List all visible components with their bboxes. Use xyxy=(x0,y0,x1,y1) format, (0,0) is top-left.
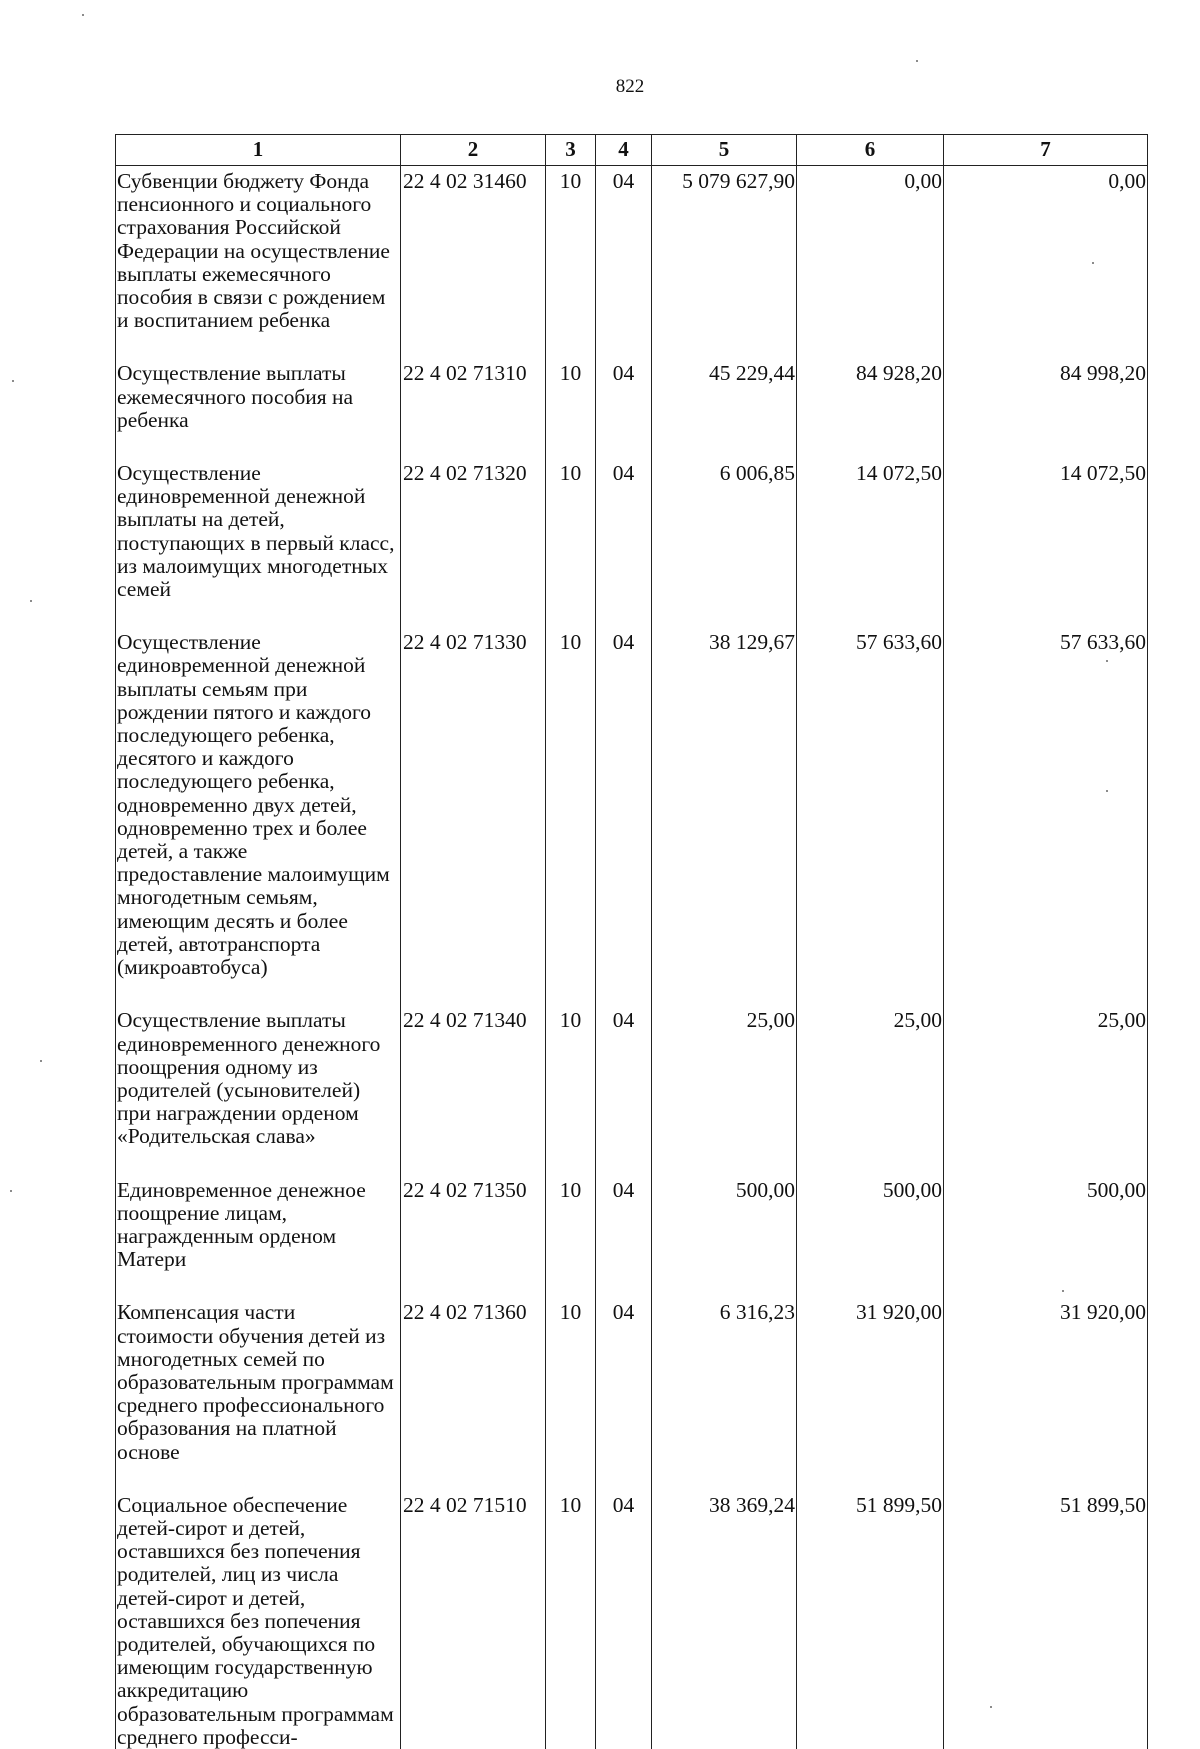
table-row xyxy=(116,1175,1148,1298)
scan-speck xyxy=(12,380,14,382)
row-code: 22 4 02 71510 xyxy=(401,1490,546,1749)
scan-speck xyxy=(82,14,84,16)
row-amount-6: 31 920,00 xyxy=(797,1297,944,1489)
row-amount-7: 51 899,50 xyxy=(944,1490,1148,1749)
row-amount-7: 25,00 xyxy=(944,1005,1148,1174)
table-row xyxy=(116,166,1148,359)
scan-speck xyxy=(40,1060,42,1062)
row-name: Социальное обеспечение детей-сирот и детей, оставшихся без попечения родителей, лиц из числа детей-сирот и детей, оставшихся без попечения родителей, обучающихся по имеющим государственную аккредитацию образовательным программам среднего професси- xyxy=(116,1490,401,1749)
row-amount-6: 84 928,20 xyxy=(797,358,944,458)
header-col-4: 4 xyxy=(596,135,652,166)
scan-speck xyxy=(990,1706,992,1708)
row-amount-7: 84 998,20 xyxy=(944,358,1148,458)
row-amount-5: 5 079 627,90 xyxy=(652,166,797,359)
row-amount-7: 0,00 xyxy=(944,166,1148,359)
row-amount-7: 31 920,00 xyxy=(944,1297,1148,1489)
row-amount-6: 57 633,60 xyxy=(797,627,944,1005)
row-section: 10 xyxy=(546,627,596,1005)
row-amount-5: 38 129,67 xyxy=(652,627,797,1005)
table-row xyxy=(116,1297,1148,1489)
row-code: 22 4 02 71320 xyxy=(401,458,546,627)
row-amount-7: 500,00 xyxy=(944,1175,1148,1298)
header-row xyxy=(116,135,1148,166)
row-name: Субвенции бюджету Фонда пенсионного и социального страхования Российской Федерации на осуществление выплаты ежемесячного пособия в связи с рождением и воспитанием ребенка xyxy=(116,166,401,359)
row-subsection: 04 xyxy=(596,1490,652,1749)
table-row xyxy=(116,358,1148,458)
row-name: Осуществление выплаты ежемесячного пособия на ребенка xyxy=(116,358,401,458)
row-code: 22 4 02 71350 xyxy=(401,1175,546,1298)
row-section: 10 xyxy=(546,458,596,627)
row-section: 10 xyxy=(546,1490,596,1749)
row-subsection: 04 xyxy=(596,627,652,1005)
table-row xyxy=(116,1490,1148,1749)
table-row xyxy=(116,1005,1148,1174)
row-code: 22 4 02 71340 xyxy=(401,1005,546,1174)
row-name: Осуществление единовременной денежной выплаты на детей, поступающих в первый класс, из малоимущих многодетных семей xyxy=(116,458,401,627)
row-amount-5: 500,00 xyxy=(652,1175,797,1298)
row-subsection: 04 xyxy=(596,358,652,458)
row-subsection: 04 xyxy=(596,1005,652,1174)
table-row xyxy=(116,458,1148,627)
table-row xyxy=(116,627,1148,1005)
row-section: 10 xyxy=(546,1297,596,1489)
row-amount-5: 6 006,85 xyxy=(652,458,797,627)
header-col-3: 3 xyxy=(546,135,596,166)
header-col-2: 2 xyxy=(401,135,546,166)
scan-speck xyxy=(1106,660,1108,662)
scan-speck xyxy=(1106,790,1108,792)
scan-speck xyxy=(916,60,918,62)
row-code: 22 4 02 71310 xyxy=(401,358,546,458)
row-amount-6: 500,00 xyxy=(797,1175,944,1298)
scan-speck xyxy=(1092,262,1094,264)
scan-speck xyxy=(30,600,32,602)
row-subsection: 04 xyxy=(596,166,652,359)
scan-speck xyxy=(10,1190,12,1192)
row-name: Осуществление единовременной денежной выплаты семьям при рождении пятого и каждого последующего ребенка, десятого и каждого последующего ребенка, одновременно двух детей, одновременно трех и более детей, а также предоставление малоимущим многодетным семьям, имеющим десять и более детей, автотранспорта (микроавтобуса) xyxy=(116,627,401,1005)
row-amount-6: 0,00 xyxy=(797,166,944,359)
page-number: 822 xyxy=(615,76,645,97)
row-section: 10 xyxy=(546,358,596,458)
row-amount-6: 25,00 xyxy=(797,1005,944,1174)
row-subsection: 04 xyxy=(596,1297,652,1489)
row-amount-5: 38 369,24 xyxy=(652,1490,797,1749)
row-subsection: 04 xyxy=(596,1175,652,1298)
scan-speck xyxy=(1062,1290,1064,1292)
row-section: 10 xyxy=(546,166,596,359)
row-amount-7: 14 072,50 xyxy=(944,458,1148,627)
row-section: 10 xyxy=(546,1005,596,1174)
row-code: 22 4 02 71360 xyxy=(401,1297,546,1489)
budget-table xyxy=(115,134,1148,1749)
row-name: Единовременное денежное поощрение лицам, награжденным орденом Матери xyxy=(116,1175,401,1298)
header-col-5: 5 xyxy=(652,135,797,166)
row-amount-6: 51 899,50 xyxy=(797,1490,944,1749)
row-subsection: 04 xyxy=(596,458,652,627)
row-name: Осуществление выплаты единовременного денежного поощрения одному из родителей (усыновителей) при награждении орденом «Родительская слава» xyxy=(116,1005,401,1174)
row-section: 10 xyxy=(546,1175,596,1298)
row-code: 22 4 02 71330 xyxy=(401,627,546,1005)
row-name: Компенсация части стоимости обучения детей из многодетных семей по образовательным программам среднего профессионального образования на платной основе xyxy=(116,1297,401,1489)
row-amount-7: 57 633,60 xyxy=(944,627,1148,1005)
header-col-7: 7 xyxy=(944,135,1148,166)
row-amount-5: 6 316,23 xyxy=(652,1297,797,1489)
row-code: 22 4 02 31460 xyxy=(401,166,546,359)
row-amount-5: 25,00 xyxy=(652,1005,797,1174)
header-col-6: 6 xyxy=(797,135,944,166)
header-col-1: 1 xyxy=(116,135,401,166)
row-amount-6: 14 072,50 xyxy=(797,458,944,627)
row-amount-5: 45 229,44 xyxy=(652,358,797,458)
